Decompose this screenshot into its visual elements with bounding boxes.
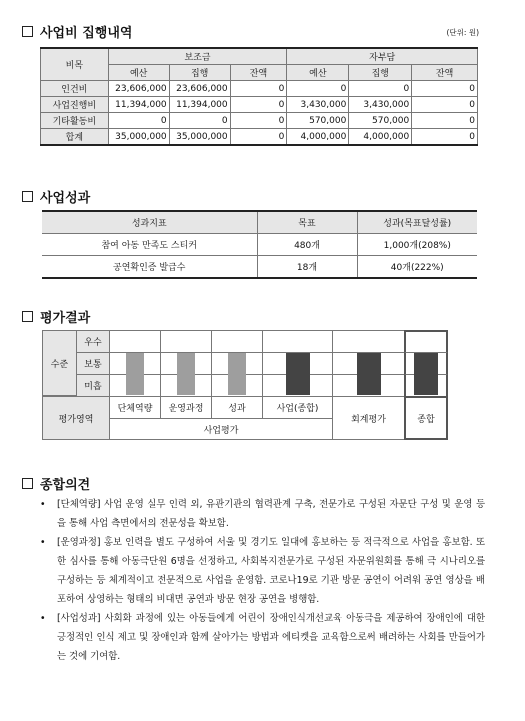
rating-bar [177, 353, 195, 395]
section-results-heading: 사업성과 [22, 187, 90, 206]
cell: 4,000,000 [287, 129, 349, 146]
cell: 35,000,000 [169, 129, 230, 146]
cell: 공연확인증 발급수 [42, 256, 257, 279]
col-header: 집행 [169, 65, 230, 81]
cell: 0 [412, 129, 478, 146]
list-item: • [단체역량] 사업 운영 실무 인력 외, 유관기관의 협력관계 구축, 전문가로 구성된 자문단 구성 및 운영 등을 통해 사업 측면에서의 전문성을 확보함. [40, 495, 485, 533]
grid-cell [404, 330, 448, 353]
cell: 40개(222%) [357, 256, 477, 279]
row-label: 합계 [41, 129, 109, 146]
bullet-icon: • [40, 537, 46, 548]
rating-bar [357, 353, 381, 395]
table-row [41, 81, 478, 97]
checkbox-icon [22, 311, 33, 322]
cell: 570,000 [349, 113, 412, 129]
row-label: 인건비 [41, 81, 109, 97]
budget-table [40, 47, 478, 146]
summary-list [40, 495, 485, 666]
col-header: 예산 [108, 65, 169, 81]
bullet-icon: • [40, 613, 46, 624]
cell: 35,000,000 [108, 129, 169, 146]
cell: 11,394,000 [108, 97, 169, 113]
cell: 0 [412, 97, 478, 113]
checkbox-icon [22, 191, 33, 202]
cell: 0 [169, 113, 230, 129]
grid-cell [332, 330, 405, 353]
unit-label: (단위: 원) [446, 28, 479, 37]
cell: 18개 [257, 256, 357, 279]
cell: 23,606,000 [108, 81, 169, 97]
cell: 0 [412, 81, 478, 97]
cell: 3,430,000 [349, 97, 412, 113]
grid-cell [109, 330, 161, 353]
rating-bar [228, 353, 246, 395]
area-label: 성과 [211, 396, 263, 419]
area-header: 평가영역 [42, 396, 110, 440]
cell: 480개 [257, 234, 357, 256]
col-header: 잔액 [412, 65, 478, 81]
table-row-total [41, 129, 478, 146]
col-header: 성과지표 [42, 211, 257, 234]
cell: 0 [230, 81, 287, 97]
col-header-subsidy: 보조금 [108, 48, 287, 65]
level-label: 보통 [76, 352, 110, 375]
area-label: 운영과정 [160, 396, 212, 419]
cell: 1,000개(208%) [357, 234, 477, 256]
grid-cell [262, 330, 333, 353]
col-header-self: 자부담 [287, 48, 478, 65]
level-header: 수준 [42, 330, 77, 396]
table-row [41, 97, 478, 113]
cell: 0 [349, 81, 412, 97]
group-label: 사업평가 [109, 418, 333, 440]
checkbox-icon [22, 26, 33, 37]
section-evaluation-heading: 평가결과 [22, 307, 90, 326]
cell: 0 [108, 113, 169, 129]
section-budget-heading: 사업비 집행내역 [22, 22, 132, 41]
checkbox-icon [22, 478, 33, 489]
area-label: 단체역량 [109, 396, 161, 419]
cell: 23,606,000 [169, 81, 230, 97]
level-label: 우수 [76, 330, 110, 353]
col-header: 목표 [257, 211, 357, 234]
grid-cell [160, 330, 212, 353]
rating-bar [414, 353, 438, 395]
list-item: • [운영과정] 홍보 인력을 별도 구성하여 서울 및 경기도 일대에 홍보하는 등 적극적으로 사업을 홍보함. 또한 심사를 통해 아동극단원 6명을 선정하고, 사회복지전문가로 구성된 자문위원회를 통해 극 시나리오를 구성하는 등 체계적이고 전문적으로 사업을 운영함. 코로나19로 기관 방문 공연이 어려워 공연 영상을 배포하여 상영하는 형태의 비대면 공연과 방문 현장 공연을 병행함. [40, 533, 485, 609]
grid-cell [211, 330, 263, 353]
table-row [42, 234, 477, 256]
col-header: 집행 [349, 65, 412, 81]
bullet-icon: • [40, 499, 46, 510]
section-summary-heading: 종합의견 [22, 474, 90, 493]
cell: 0 [287, 81, 349, 97]
row-label: 기타활동비 [41, 113, 109, 129]
table-row [42, 256, 477, 279]
table-row [41, 113, 478, 129]
row-label: 사업진행비 [41, 97, 109, 113]
cell: 참여 아동 만족도 스티커 [42, 234, 257, 256]
accounting-label: 회계평가 [332, 396, 405, 440]
col-header: 성과(목표달성률) [357, 211, 477, 234]
rating-bar [286, 353, 310, 395]
cell: 0 [230, 97, 287, 113]
col-header: 예산 [287, 65, 349, 81]
cell: 3,430,000 [287, 97, 349, 113]
list-item: • [사업성과] 사회화 과정에 있는 아동들에게 어린이 장애인식개선교육 아동극을 제공하여 장애인에 대한 긍정적인 인식 제고 및 장애인과 함께 살아가는 방법과 에티켓을 교육함으로써 배려하는 사회를 만들어가는 것에 기여함. [40, 609, 485, 666]
cell: 0 [230, 113, 287, 129]
overall-label: 종합 [404, 396, 448, 440]
cell: 4,000,000 [349, 129, 412, 146]
col-header-item: 비목 [41, 48, 109, 81]
col-header: 잔액 [230, 65, 287, 81]
cell: 11,394,000 [169, 97, 230, 113]
cell: 570,000 [287, 113, 349, 129]
cell: 0 [412, 113, 478, 129]
area-label: 사업(종합) [262, 396, 333, 419]
rating-bar [126, 353, 144, 395]
cell: 0 [230, 129, 287, 146]
results-table [42, 210, 477, 279]
level-label: 미흡 [76, 374, 110, 397]
